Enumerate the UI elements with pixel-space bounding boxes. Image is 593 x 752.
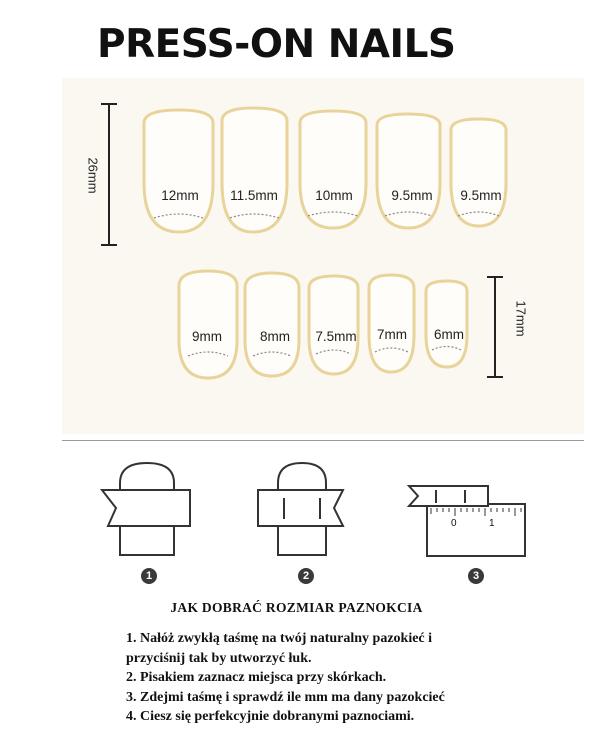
size-label-bottom-4: 7mm xyxy=(377,327,407,342)
page-title: PRESS-ON NAILS xyxy=(97,22,456,67)
section-divider xyxy=(62,440,584,441)
nail-bottom-3 xyxy=(309,276,358,374)
size-label-top-2: 11.5mm xyxy=(230,188,278,203)
nail-top-2 xyxy=(222,108,287,232)
length-label-top: 26mm xyxy=(85,157,101,194)
step-3-illustration xyxy=(409,486,525,556)
ruler-tick-0: 0 xyxy=(451,518,457,529)
instruction-line: 1. Nałóż zwykłą taśmę na twój naturalny pazokieć i xyxy=(126,631,433,646)
instruction-line: 2. Pisakiem zaznacz miejsca przy skórkach. xyxy=(126,670,387,685)
nail-bottom-4 xyxy=(369,275,414,372)
size-label-top-4: 9.5mm xyxy=(391,188,433,203)
instruction-line: 3. Zdejmi taśmę i sprawdź ile mm ma dany pazokcieć xyxy=(126,689,445,705)
size-label-top-1: 12mm xyxy=(161,188,199,203)
size-label-bottom-5: 6mm xyxy=(434,327,464,342)
size-label-bottom-1: 9mm xyxy=(192,329,222,344)
howto-title: JAK DOBRAĆ ROZMIAR PAZNOKCIA xyxy=(170,600,423,615)
instruction-line: 4. Ciesz się perfekcyjnie dobranymi paznociami. xyxy=(126,709,415,724)
instruction-line: przyciśnij tak by utworzyć łuk. xyxy=(126,650,312,666)
size-label-top-3: 10mm xyxy=(315,188,353,203)
nail-top-4 xyxy=(377,114,440,228)
measurement-steps-illustration xyxy=(0,450,593,565)
instructions-list xyxy=(126,629,556,727)
size-label-bottom-2: 8mm xyxy=(260,329,290,344)
length-label-bottom: 17mm xyxy=(513,300,529,337)
step-2-illustration xyxy=(258,463,343,555)
step-1-illustration xyxy=(102,463,190,555)
nail-bottom-2 xyxy=(245,273,299,376)
ruler-tick-1: 1 xyxy=(489,518,495,529)
size-label-top-5: 9.5mm xyxy=(460,188,502,203)
step-2-badge: 2 xyxy=(298,568,314,584)
nail-bottom-1 xyxy=(179,271,237,378)
step-3-badge: 3 xyxy=(468,568,484,584)
step-1-badge: 1 xyxy=(141,568,157,584)
nail-top-5 xyxy=(451,119,506,226)
nail-bottom-5 xyxy=(426,281,467,367)
nail-top-3 xyxy=(300,111,366,228)
size-label-bottom-3: 7.5mm xyxy=(315,329,357,344)
